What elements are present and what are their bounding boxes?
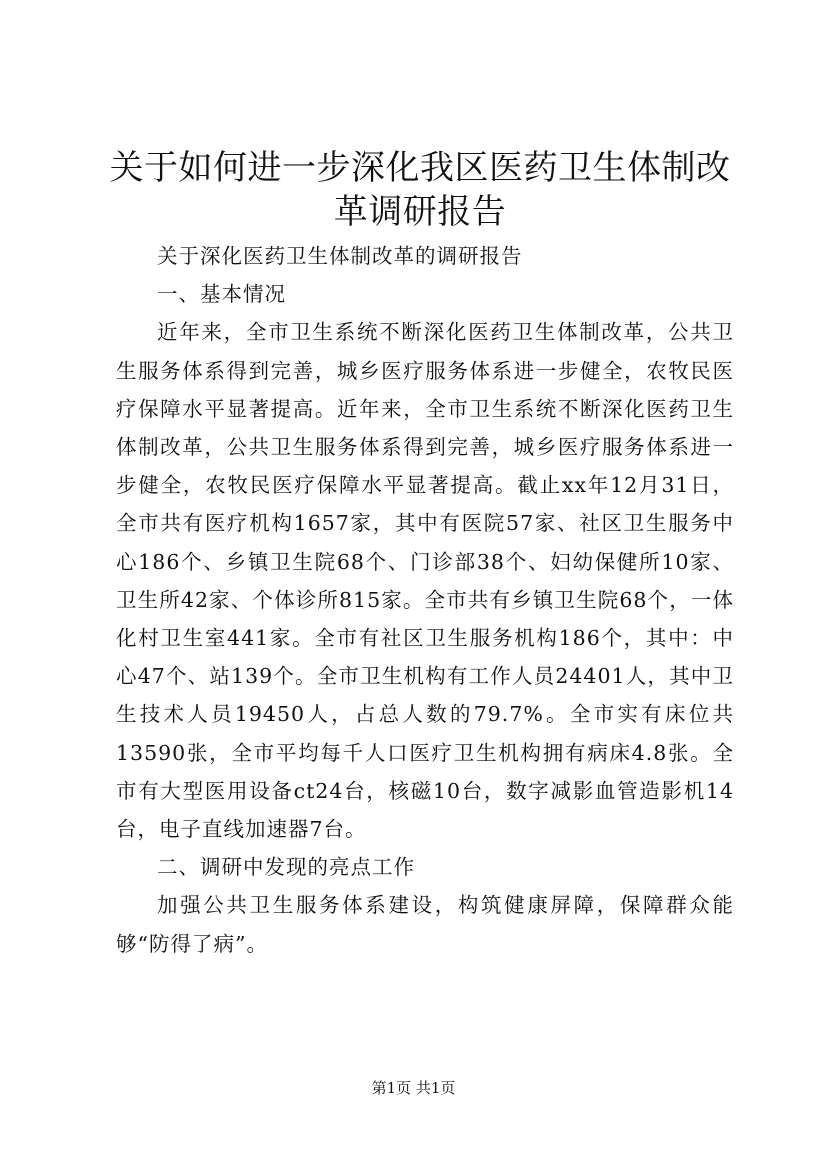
paragraph-basic-situation: 近年来，全市卫生系统不断深化医药卫生体制改革，公共卫生服务体系得到完善，城乡医疗服务体系进一步健全，农牧民医疗保障水平显著提高。近年来，全市卫生系统不断深化医药卫生体制改革，公共卫生服务体系得到完善，城乡医疗服务体系进一步健全，农牧民医疗保障水平显著提高。截止xx年12月31日，全市共有医疗机构1657家，其中有医院57家、社区卫生服务中心186个、乡镇卫生院68个、门诊部38个、妇幼保健所10家、卫生所42家、个体诊所815家。全市共有乡镇卫生院68个，一体化村卫生室441家。全市有社区卫生服务机构186个，其中：中心47个、站139个。全市卫生机构有工作人员24401人，其中卫生技术人员19450人，占总人数的79.7%。全市实有床位共13590张，全市平均每千人口医疗卫生机构拥有病床4.8张。全市有大型医用设备ct24台，核磁10台，数字减影血管造影机14台，电子直线加速器7台。	[116, 320, 734, 842]
document-body	[116, 237, 734, 963]
section-heading-basic-situation: 一、基本情况	[157, 282, 286, 307]
section-heading-highlights: 二、调研中发现的亮点工作	[157, 855, 415, 880]
paragraph-highlights: 加强公共卫生服务体系建设，构筑健康屏障，保障群众能够“防得了病”。	[116, 893, 734, 956]
page-number: 第1页 共1页	[371, 1079, 456, 1097]
document-title: 关于如何进一步深化我区医药卫生体制改革调研报告	[109, 148, 731, 232]
paragraph-subtitle: 关于深化医药卫生体制改革的调研报告	[157, 244, 523, 268]
